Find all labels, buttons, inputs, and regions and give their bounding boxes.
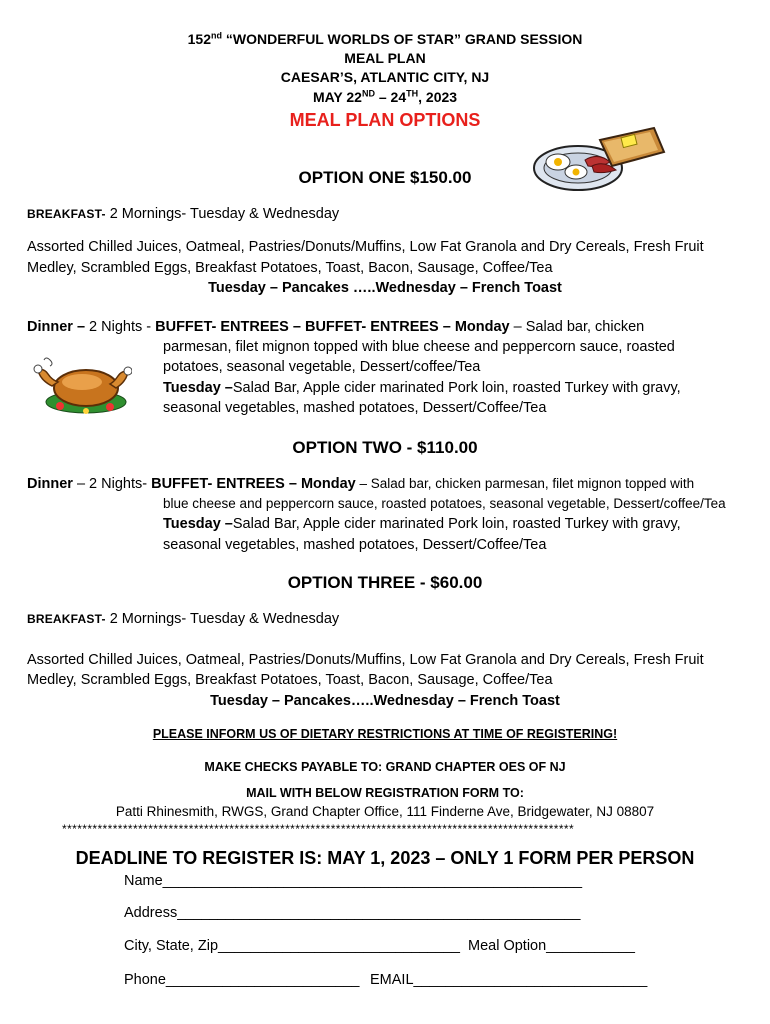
option-three-breakfast-menu-2: Medley, Scrambled Eggs, Breakfast Potatoes, Toast, Bacon, Sausage, Coffee/Tea <box>27 672 553 688</box>
option-two-title: OPTION TWO - $110.00 <box>292 438 478 457</box>
option-two-dinner-monday-2: blue cheese and peppercorn sauce, roasted potatoes, seasonal vegetable, Dessert/coffee/Tea <box>163 496 726 511</box>
option-three-breakfast-specials: Tuesday – Pancakes…..Wednesday – French Toast <box>210 693 560 709</box>
meal-plan-options-title: MEAL PLAN OPTIONS <box>289 110 481 130</box>
header-meal-plan: MEAL PLAN <box>344 50 426 66</box>
header-dates: MAY 22ND – 24TH, 2023 <box>312 88 458 105</box>
option-one-breakfast-specials: Tuesday – Pancakes …..Wednesday – French Toast <box>208 280 562 296</box>
option-one-breakfast-line: BREAKFAST- 2 Mornings- Tuesday & Wednesday <box>27 206 340 222</box>
meal-option-field[interactable]: Meal Option___________ <box>468 938 635 954</box>
breakfast-label: BREAKFAST- <box>27 612 106 626</box>
phone-field[interactable]: Phone________________________ <box>124 972 360 988</box>
breakfast-label: BREAKFAST- <box>27 207 106 221</box>
registration-deadline: DEADLINE TO REGISTER IS: MAY 1, 2023 – ONLY 1 FORM PER PERSON <box>75 848 695 868</box>
option-three-breakfast-line: BREAKFAST- 2 Mornings- Tuesday & Wednesday <box>27 611 340 627</box>
option-three-breakfast-menu-1: Assorted Chilled Juices, Oatmeal, Pastries/Donuts/Muffins, Low Fat Granola and Dry Cereals, Fresh Fruit <box>27 652 704 668</box>
option-two-dinner-tuesday-1: Tuesday –Salad Bar, Apple cider marinated Pork loin, roasted Turkey with gravy, <box>163 516 681 532</box>
dietary-notice: PLEASE INFORM US OF DIETARY RESTRICTIONS AT TIME OF REGISTERING! <box>152 727 618 741</box>
option-one-breakfast-menu-2: Medley, Scrambled Eggs, Breakfast Potatoes, Toast, Bacon, Sausage, Coffee/Tea <box>27 260 553 276</box>
address-field[interactable]: Address__________________________________________________ <box>124 905 581 921</box>
city-state-zip-field[interactable]: City, State, Zip______________________________ <box>124 938 460 954</box>
email-field[interactable]: EMAIL_____________________________ <box>370 972 648 988</box>
header-venue: CAESAR’S, ATLANTIC CITY, NJ <box>280 69 490 85</box>
option-one-title: OPTION ONE $150.00 <box>298 168 472 187</box>
option-two-dinner-line: Dinner – 2 Nights- BUFFET- ENTREES – Monday – Salad bar, chicken parmesan, filet mignon topped with <box>27 476 695 492</box>
option-three-title: OPTION THREE - $60.00 <box>287 573 483 592</box>
name-field[interactable]: Name____________________________________________________ <box>124 873 583 889</box>
star-divider: ***************************************************************************************************** <box>62 822 575 836</box>
header-title-line: 152nd “WONDERFUL WORLDS OF STAR” GRAND SESSION <box>187 30 583 47</box>
option-one-dinner-tuesday-2: seasonal vegetables, mashed potatoes, Dessert/Coffee/Tea <box>163 400 547 416</box>
option-one-breakfast-menu-1: Assorted Chilled Juices, Oatmeal, Pastries/Donuts/Muffins, Low Fat Granola and Dry Cereals, Fresh Fruit <box>27 239 704 255</box>
option-two-dinner-tuesday-2: seasonal vegetables, mashed potatoes, Dessert/Coffee/Tea <box>163 537 547 553</box>
mail-to-notice: MAIL WITH BELOW REGISTRATION FORM TO: <box>246 786 524 800</box>
option-one-dinner-line: Dinner – 2 Nights - BUFFET- ENTREES – BUFFET- ENTREES – Monday – Salad bar, chicken <box>27 319 645 335</box>
option-one-dinner-monday-2: parmesan, filet mignon topped with blue cheese and peppercorn sauce, roasted <box>163 339 675 355</box>
mail-address: Patti Rhinesmith, RWGS, Grand Chapter Office, 111 Finderne Ave, Bridgewater, NJ 08807 <box>115 804 655 819</box>
option-one-dinner-tuesday-1: Tuesday –Salad Bar, Apple cider marinated Pork loin, roasted Turkey with gravy, <box>163 380 681 396</box>
option-one-dinner-monday-3: potatoes, seasonal vegetable, Dessert/coffee/Tea <box>163 359 481 375</box>
checks-payable-notice: MAKE CHECKS PAYABLE TO: GRAND CHAPTER OES OF NJ <box>204 760 566 774</box>
roast-turkey-image <box>30 356 132 418</box>
